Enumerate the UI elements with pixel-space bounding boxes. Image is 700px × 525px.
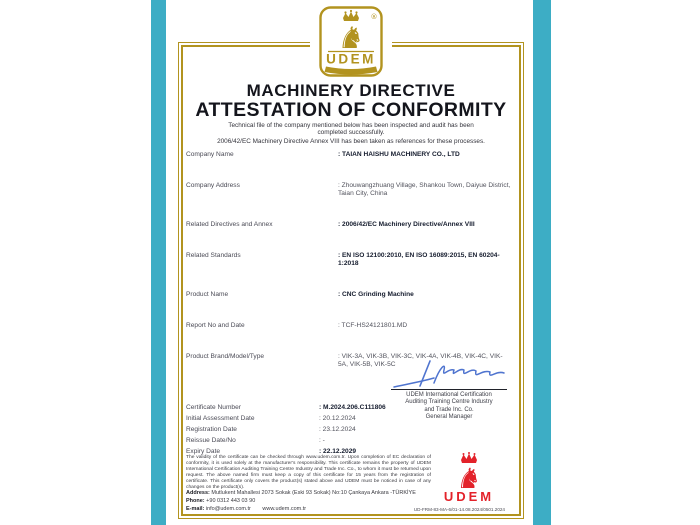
- detail-label: Registration Date: [186, 426, 237, 433]
- signer-title: General Manager: [425, 414, 473, 421]
- udem-red-horse-icon: [440, 450, 498, 504]
- signer-org-line: Auditing Training Centre Industry: [405, 399, 493, 406]
- udem-gold-logo: [310, 6, 392, 78]
- field-value: : VIK-3A, VIK-3B, VIK-3C, VIK-4A, VIK-4B, VIK-4C, VIK-5A, VIK-5B, VIK-5C: [338, 353, 503, 368]
- field-row-company-address: [186, 182, 516, 198]
- address-value: Mutlukent Mahallesi 2073 Sokak (Eski 93 Sokak) No:10 Çankaya Ankara -TÜRKİYE: [211, 490, 416, 496]
- detail-value: : 20.12.2024: [319, 415, 356, 422]
- email-label: E-mail:: [186, 506, 205, 512]
- field-label: Related Directives and Annex: [186, 221, 273, 228]
- field-label: Product Name: [186, 291, 229, 298]
- svg-text:UDEM: UDEM: [443, 489, 495, 504]
- detail-row-reissue-date: [186, 435, 386, 446]
- field-label: Company Name: [186, 151, 234, 158]
- field-value: : TCF-HS24121801.MD: [338, 322, 408, 329]
- detail-label: Initial Assessment Date: [186, 415, 255, 422]
- svg-text:♞: ♞: [337, 21, 365, 56]
- certificate: [178, 13, 524, 519]
- field-label: Company Address: [186, 182, 240, 189]
- udem-red-logo: [440, 450, 498, 504]
- field-value: : 2006/42/EC Machinery Directive/Annex VIII: [338, 221, 475, 228]
- email-value: info@udem.com.tr: [205, 506, 251, 512]
- subtitle-text: Technical file of the company mentioned below has been inspected and audit has been completed successfully.: [228, 122, 474, 137]
- validity-disclaimer: The validity of the certificate can be checked through www.udem.com.tr. Upon completion of EC declaration of conformity, it is used solely at the manufacturer's responsibility. This certificate remains the property of UDEM International Certification Auditing Training Centre Industry and Trade Inc. Co., to whom it must be returned upon request. The above named firm must keep a copy of this certificate for 15 years from the registration of certificate. This certificate only covers the product(s) stated above and UDEM must be noticed in case of any changes on the product(s).: [186, 455, 431, 490]
- website-value: www.udem.com.tr: [262, 506, 307, 512]
- svg-text:♞: ♞: [456, 462, 482, 495]
- field-row-product-name: [186, 291, 516, 299]
- field-row-related-standards: [186, 252, 516, 268]
- teal-border-bar-right: [533, 0, 551, 525]
- detail-label: Expiry Date: [186, 448, 221, 455]
- contact-block: [186, 489, 416, 513]
- phone-line: [186, 497, 416, 505]
- detail-row-initial-assessment-date: [186, 413, 386, 424]
- detail-value: : M.2024.206.C111806: [319, 404, 386, 411]
- field-value: : EN ISO 12100:2010, EN ISO 16089:2015, EN 60204-1:2018: [338, 252, 500, 267]
- certificate-details: [186, 402, 386, 457]
- field-row-related-directives: [186, 221, 516, 229]
- field-value: : Zhouwangzhuang Village, Shankou Town, Daiyue District, Taian City, China: [338, 182, 511, 197]
- udem-horse-crest-icon: [319, 6, 383, 78]
- svg-text:UDEM: UDEM: [326, 51, 376, 67]
- field-value: : TAIAN HAISHU MACHINERY CO., LTD: [338, 151, 460, 158]
- signer-org-line: and Trade Inc. Co.: [424, 406, 474, 413]
- title-line-2: ATTESTATION OF CONFORMITY: [195, 99, 507, 121]
- field-label: Report No and Date: [186, 322, 245, 329]
- address-label: Address:: [186, 490, 210, 496]
- detail-value: : -: [319, 437, 325, 444]
- field-row-report-no: [186, 322, 516, 330]
- document-form-code: UD-FRM-83-MA-6/01-14.08.2024/0501.2024: [413, 507, 505, 512]
- email-line: [186, 505, 416, 513]
- phone-value: +90 0312 443 03 90: [206, 498, 256, 504]
- field-row-company-name: [186, 151, 516, 159]
- field-value: : CNC Grinding Machine: [338, 291, 414, 298]
- reference-note: 2006/42/EC Machinery Directive Annex VIII has been taken as references for these processes.: [217, 137, 485, 145]
- address-line: [186, 489, 416, 497]
- signature-block: [385, 355, 513, 422]
- detail-row-certificate-number: [186, 402, 386, 413]
- detail-label: Certificate Number: [186, 404, 241, 411]
- signature-underline: [391, 389, 507, 390]
- phone-label: Phone:: [186, 498, 205, 504]
- detail-row-registration-date: [186, 424, 386, 435]
- signature-icon: [390, 355, 508, 389]
- field-label: Related Standards: [186, 252, 241, 259]
- field-label: Product Brand/Model/Type: [186, 353, 265, 360]
- registered-trademark-icon: ®: [370, 13, 378, 21]
- detail-label: Reissue Date/No: [186, 437, 236, 444]
- detail-value: : 23.12.2024: [319, 426, 356, 433]
- teal-border-bar-left: [151, 0, 166, 525]
- certificate-title-block: [179, 82, 523, 145]
- detail-value: : 22.12.2029: [319, 448, 357, 455]
- signer-org-line: UDEM International Certification: [406, 392, 492, 398]
- title-line-1: MACHINERY DIRECTIVE: [246, 81, 456, 100]
